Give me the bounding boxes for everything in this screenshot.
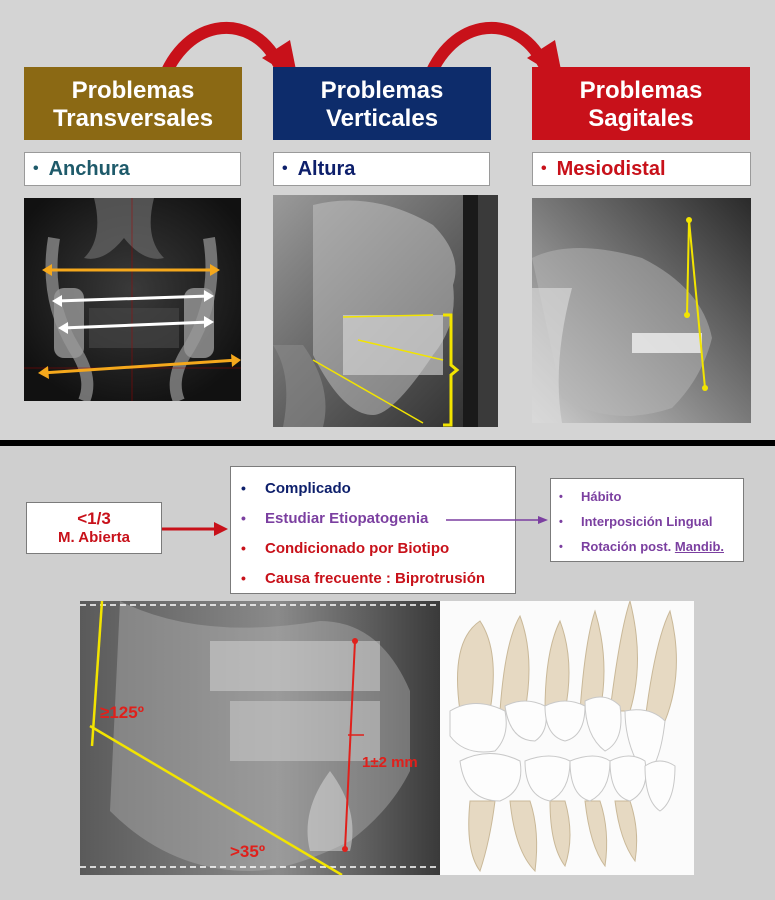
header-line1: Problemas xyxy=(579,76,703,104)
cause-text: Hábito xyxy=(581,489,622,504)
sub-label: Anchura xyxy=(48,157,130,180)
cause-item-rotacion xyxy=(559,534,743,559)
header-transversales xyxy=(24,67,242,140)
list-item-text: Complicado xyxy=(265,479,351,497)
cause-text: Interposición Lingual xyxy=(581,514,713,529)
condition-label: M. Abierta xyxy=(58,529,130,546)
bullet: • xyxy=(241,540,246,556)
cause-item-interposicion xyxy=(559,509,743,534)
list-item-text: Estudiar Etiopatogenia xyxy=(265,509,429,527)
list-item-complicado xyxy=(241,473,515,503)
header-line1: Problemas xyxy=(71,76,195,104)
condition-arrow xyxy=(162,518,230,540)
bullet: • xyxy=(559,540,563,553)
bullet: • xyxy=(241,510,246,526)
header-line2: Verticales xyxy=(325,104,439,132)
lateral-ceph-vertical-image xyxy=(273,195,498,427)
cause-item-habito xyxy=(559,484,743,509)
bullet: • xyxy=(282,160,288,177)
condition-value: <1/3 xyxy=(77,509,111,528)
characteristics-list xyxy=(230,466,516,594)
header-line2: Sagitales xyxy=(588,104,694,132)
sub-label: Altura xyxy=(297,157,356,180)
bullet: • xyxy=(541,160,547,177)
sub-mesiodistal xyxy=(532,152,751,186)
bullet: • xyxy=(241,570,246,586)
header-line1: Problemas xyxy=(320,76,444,104)
mandibular-plane-label: >35º xyxy=(230,842,266,861)
cause-text: Rotación post. xyxy=(581,539,675,554)
header-sagitales xyxy=(532,67,750,140)
bullet: • xyxy=(559,515,563,528)
sub-altura xyxy=(273,152,490,186)
sub-label: Mesiodistal xyxy=(556,157,666,180)
list-item-biprotrusion xyxy=(241,563,515,593)
sub-anchura xyxy=(24,152,241,186)
teeth-illustration xyxy=(440,601,694,875)
gonial-angle-label: ≥125º xyxy=(100,703,144,722)
list-item-biotipo xyxy=(241,533,515,563)
bullet: • xyxy=(33,160,39,177)
coronal-ct-image xyxy=(24,198,241,401)
list-item-text: Condicionado por Biotipo xyxy=(265,539,450,557)
header-verticales xyxy=(273,67,491,140)
list-item-text: Causa frecuente : Biprotrusión xyxy=(265,569,486,587)
cause-link-mandib[interactable]: Mandib. xyxy=(674,539,724,554)
incisal-overbite-label: 1±2 mm xyxy=(362,754,418,771)
bullet: • xyxy=(559,490,563,503)
bullet: • xyxy=(241,480,246,496)
condition-box xyxy=(26,502,162,554)
lateral-ceph-sagittal-image xyxy=(532,198,751,423)
causes-list xyxy=(550,478,744,562)
open-bite-cephalogram-image xyxy=(80,601,440,875)
etiopatogenia-arrow xyxy=(446,512,550,528)
header-line2: Transversales xyxy=(52,104,214,132)
